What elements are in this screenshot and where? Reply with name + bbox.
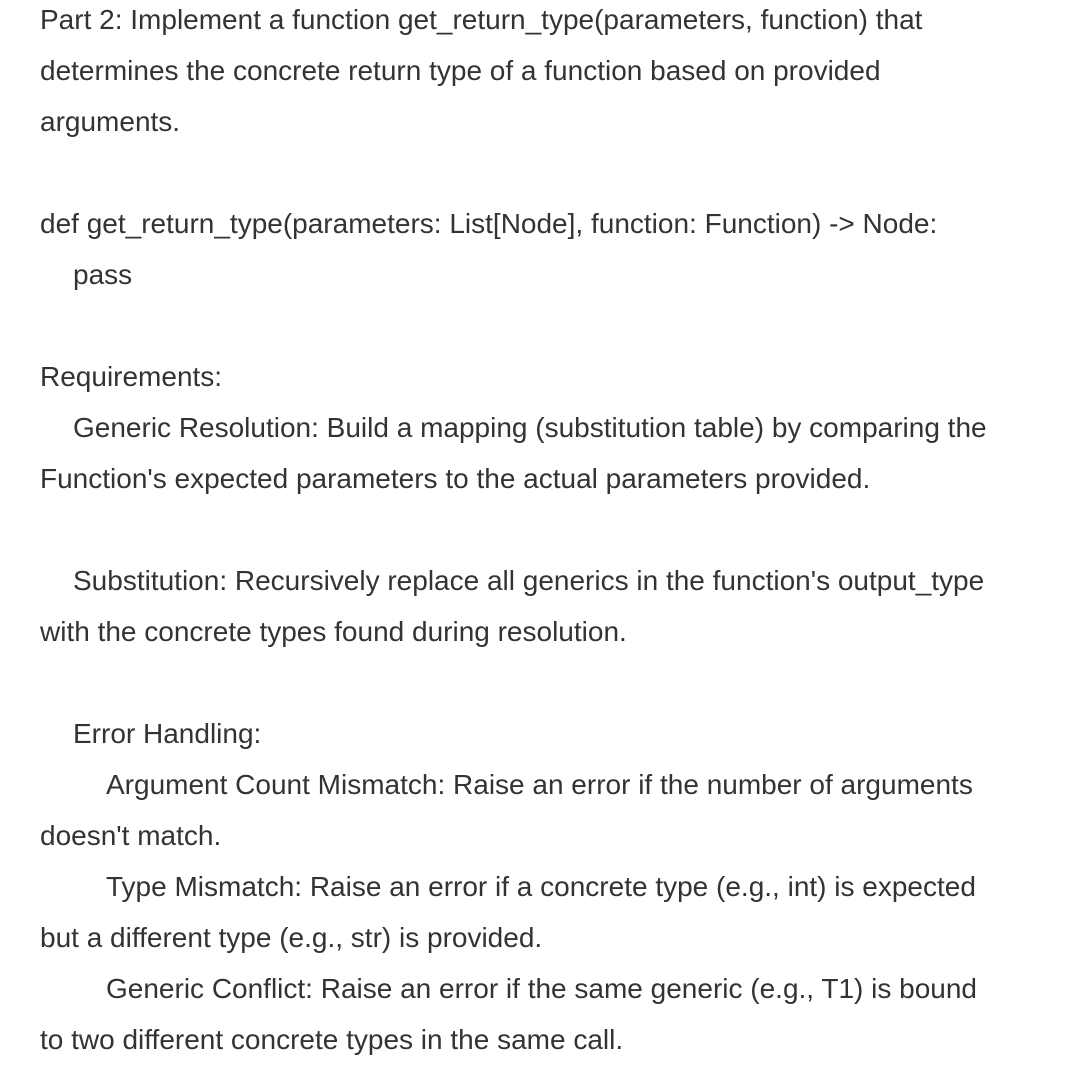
argument-count-line-1: Argument Count Mismatch: Raise an error if the number of arguments (106, 769, 973, 800)
code-signature: def get_return_type(parameters: List[Node], function: Function) -> Node: (40, 208, 938, 239)
spacer (40, 504, 1070, 555)
intro-line-3: arguments. (40, 106, 181, 137)
type-mismatch-line-2: but a different type (e.g., str) is provided. (40, 922, 543, 953)
generic-resolution-line-1: Generic Resolution: Build a mapping (substitution table) by comparing the (73, 412, 987, 443)
generic-conflict-line-2: to two different concrete types in the same call. (40, 1024, 624, 1055)
spacer (40, 300, 1070, 351)
substitution-line-2: with the concrete types found during resolution. (40, 616, 627, 647)
spacer (40, 657, 1070, 708)
document-content (40, 0, 1070, 1065)
code-body: pass (73, 259, 133, 290)
intro-line-2: determines the concrete return type of a function based on provided (40, 55, 881, 86)
substitution-line-1: Substitution: Recursively replace all generics in the function's output_type (73, 565, 985, 596)
generic-conflict-line-1: Generic Conflict: Raise an error if the same generic (e.g., T1) is bound (106, 973, 977, 1004)
requirements-heading: Requirements: (40, 361, 223, 392)
type-mismatch-line-1: Type Mismatch: Raise an error if a concrete type (e.g., int) is expected (106, 871, 976, 902)
document-body (40, 0, 1070, 1071)
argument-count-line-2: doesn't match. (40, 820, 222, 851)
error-handling-heading: Error Handling: (73, 718, 262, 749)
intro-line-1: Part 2: Implement a function get_return_type(parameters, function) that (40, 4, 923, 35)
generic-resolution-line-2: Function's expected parameters to the actual parameters provided. (40, 463, 871, 494)
spacer (40, 147, 1070, 198)
